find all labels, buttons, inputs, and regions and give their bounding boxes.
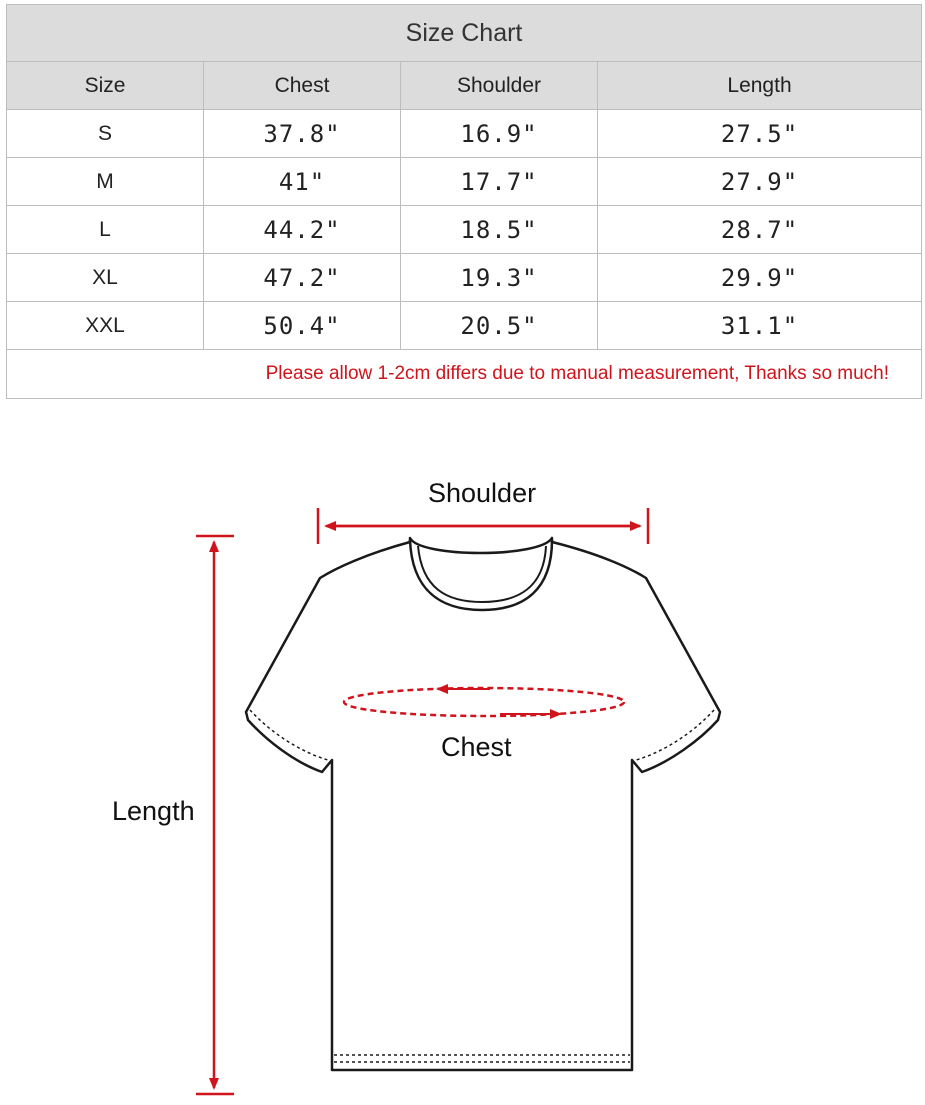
shoulder-cell: 19.3" xyxy=(401,254,598,302)
tshirt-outline xyxy=(246,538,720,1070)
length-cell: 27.5" xyxy=(598,110,922,158)
chest-cell: 47.2" xyxy=(204,254,401,302)
size-cell: M xyxy=(7,158,204,206)
tshirt-illustration xyxy=(0,470,925,1100)
header-length: Length xyxy=(598,62,922,110)
table-row xyxy=(7,206,922,254)
shoulder-label: Shoulder xyxy=(428,478,537,508)
header-shoulder: Shoulder xyxy=(401,62,598,110)
header-size: Size xyxy=(7,62,204,110)
size-cell: S xyxy=(7,110,204,158)
shoulder-cell: 16.9" xyxy=(401,110,598,158)
length-label: Length xyxy=(112,796,195,826)
size-cell: XL xyxy=(7,254,204,302)
size-cell: L xyxy=(7,206,204,254)
header-chest: Chest xyxy=(204,62,401,110)
chest-cell: 50.4" xyxy=(204,302,401,350)
length-cell: 31.1" xyxy=(598,302,922,350)
size-cell: XXL xyxy=(7,302,204,350)
chest-label: Chest xyxy=(441,732,512,762)
size-chart-table xyxy=(6,4,922,399)
measurement-note: Please allow 1-2cm differs due to manual measurement, Thanks so much! xyxy=(7,350,922,399)
chest-cell: 41" xyxy=(204,158,401,206)
length-cell: 28.7" xyxy=(598,206,922,254)
table-row xyxy=(7,254,922,302)
table-title: Size Chart xyxy=(7,5,922,62)
table-header-row xyxy=(7,62,922,110)
shoulder-cell: 17.7" xyxy=(401,158,598,206)
length-cell: 29.9" xyxy=(598,254,922,302)
length-cell: 27.9" xyxy=(598,158,922,206)
chest-cell: 37.8" xyxy=(204,110,401,158)
shoulder-cell: 18.5" xyxy=(401,206,598,254)
shoulder-cell: 20.5" xyxy=(401,302,598,350)
table-row xyxy=(7,158,922,206)
table-title-row xyxy=(7,5,922,62)
tshirt-measurement-diagram xyxy=(0,470,925,1100)
table-row xyxy=(7,110,922,158)
chest-cell: 44.2" xyxy=(204,206,401,254)
table-note-row xyxy=(7,350,922,399)
table-row xyxy=(7,302,922,350)
